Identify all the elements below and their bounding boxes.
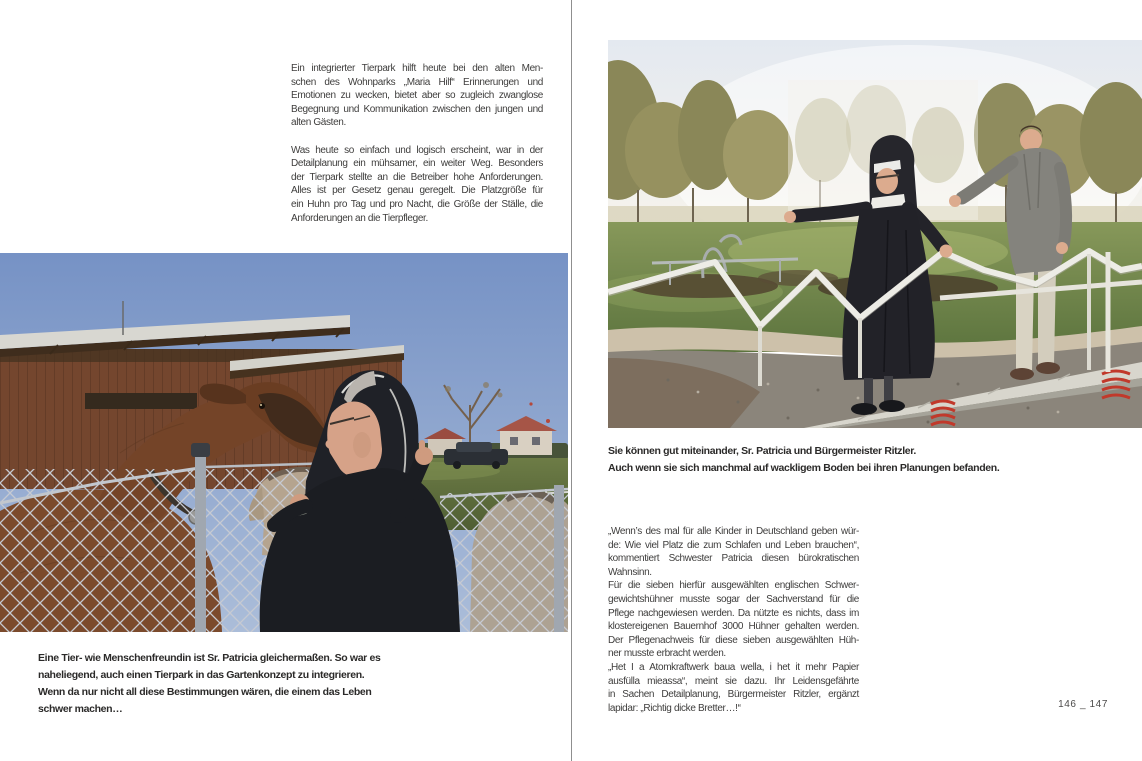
- page-gutter-line: [571, 0, 572, 761]
- intro-text-block: [291, 62, 543, 225]
- body-text-line: Für die sieben hierfür ausgewählten englischen Schwer-: [608, 580, 859, 592]
- body-text-line: klostereigenen Bauernhof 3000 Hühner gehalten werden.: [608, 621, 859, 633]
- photo-nun-and-goat-caption: [38, 650, 438, 718]
- body-paragraph-1: [608, 525, 859, 579]
- body-text-line: de: Wie viel Platz die zum Schlafen und Leben brauchen“,: [608, 539, 859, 551]
- photo-balance-beam-caption: [608, 443, 1078, 477]
- body-paragraph-2: [608, 579, 859, 661]
- page-number: 146 _ 147: [1058, 699, 1108, 710]
- photo-balance-beam-illustration: [608, 40, 1142, 428]
- caption-line: naheliegend, auch einen Tierpark in das Gartenkonzept zu integrieren.: [38, 669, 365, 681]
- intro-text-line: Was heute so einfach und logisch erscheint, war in der: [291, 144, 543, 156]
- body-text-line: gewichtshühner musste sogar der Sachverstand für die: [608, 593, 859, 605]
- body-text-line: ner musste erbracht werden.: [608, 648, 726, 660]
- photo-nun-and-goat-illustration: [0, 253, 568, 632]
- intro-text-line: Detailplanung ein mühsamer, ein weiter Weg. Besonders: [291, 158, 543, 170]
- body-text-line: „Wenn’s des mal für alle Kinder in Deutschland geben wür-: [608, 526, 859, 537]
- body-text-line: ausfülla mieassa“, meint sie dazu. Ihr Leidensgefährte: [608, 675, 859, 687]
- caption-line: Auch wenn sie sich manchmal auf wackligem Boden bei ihren Planungen befanden.: [608, 462, 1000, 474]
- intro-text-line: ein Huhn pro Tag und pro Nacht, die Größe der Ställe, die: [291, 198, 543, 210]
- intro-text-line: Anforderungen an die Tierpfleger.: [291, 212, 428, 224]
- intro-text-line: schen des Wohnparks „Maria Hilf“ Erinnerungen und: [291, 76, 543, 88]
- intro-text-line: Alles ist per Gesetz genau geregelt. Die Platzgröße für: [291, 185, 543, 197]
- intro-text-line: Ein integrierter Tierpark hilft heute bei den alten Men-: [291, 63, 543, 74]
- intro-paragraph-1: [291, 62, 543, 130]
- intro-text-line: der Tierpark stellte an die Betreiber hohe Anforderungen.: [291, 171, 543, 183]
- intro-text-line: Begegnung und Kommunikation zwischen den jungen und: [291, 103, 543, 115]
- body-text-line: kommentiert Schwester Patricia diesen bürokratischen: [608, 553, 859, 565]
- caption-line: Wenn da nur nicht all diese Bestimmungen wären, die einem das Leben: [38, 686, 372, 698]
- fence-right: [440, 485, 568, 632]
- body-text-line: „Het I a Atomkraftwerk baua wella, i het it mehr Papier: [608, 661, 859, 673]
- caption-line: Sie können gut miteinander, Sr. Patricia und Bürgermeister Ritzler.: [608, 445, 916, 457]
- body-text-line: lapidar: „Richtig dicke Bretter…!“: [608, 702, 741, 714]
- body-text-block: [608, 525, 859, 715]
- intro-text-line: Emotionen zu wecken, bietet aber so zugleich zwanglose: [291, 90, 543, 102]
- body-text-line: Der Pflegenachweis für diese sieben ausgewählten Hüh-: [608, 634, 859, 646]
- body-text-line: in Sachen Detailplanung, Bürgermeister Ritzler, ergänzt: [608, 689, 859, 701]
- intro-paragraph-2: [291, 144, 543, 226]
- photo-nun-and-goat: [0, 253, 568, 632]
- body-text-line: Wahnsinn.: [608, 566, 652, 578]
- body-text-line: Pflege nachgewiesen werden. Da nützte es nichts, dass im: [608, 607, 859, 619]
- intro-text-line: alten Gästen.: [291, 117, 346, 129]
- caption-line: Eine Tier- wie Menschenfreundin ist Sr. Patricia gleichermaßen. So war es: [38, 652, 381, 664]
- nun-hand-on-rail: [940, 245, 953, 258]
- caption-line: schwer machen…: [38, 703, 123, 715]
- photo-balance-beam: [608, 40, 1142, 428]
- body-paragraph-3: [608, 661, 859, 715]
